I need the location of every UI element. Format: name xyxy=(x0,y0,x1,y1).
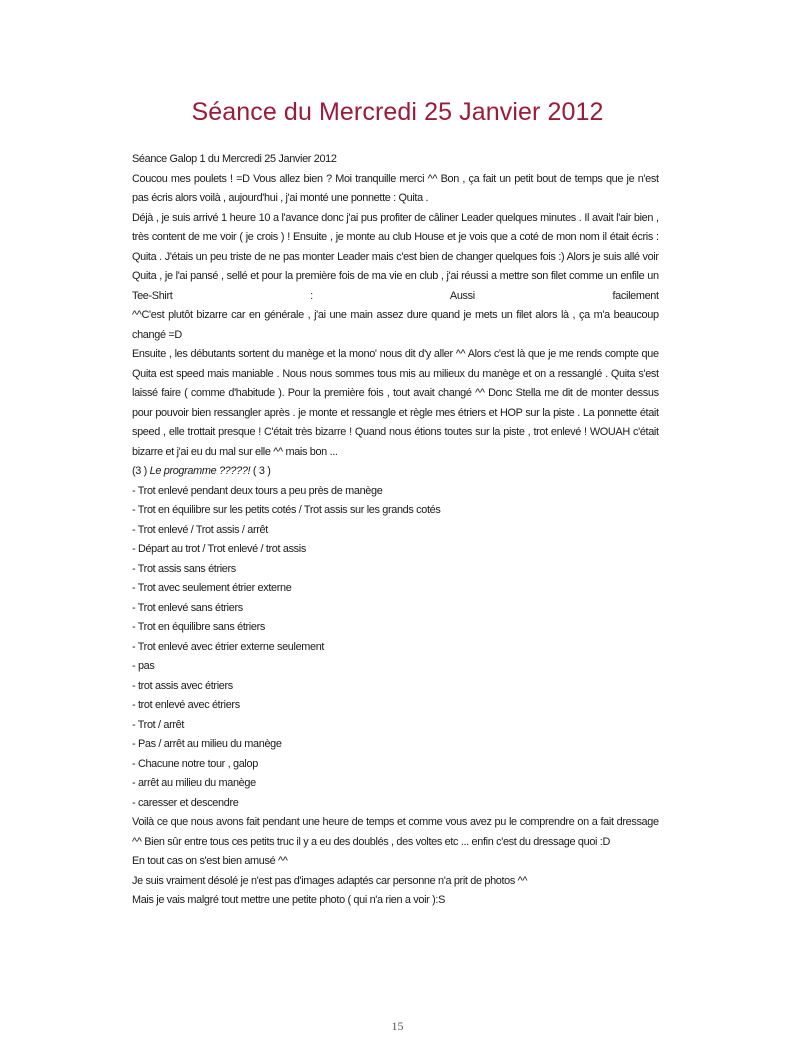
page-number: 15 xyxy=(391,1019,404,1033)
list-item: - Chacune notre tour , galop xyxy=(132,757,258,770)
story-paragraph: Déjà , je suis arrivé 1 heure 10 a l'avance donc j'ai pus profiter de câliner Leader quelques minutes . Il avait l'air bien , très content de me voir ( je crois ) ! Ensuite , je monte au club House et je vois que a coté de mon nom il était écris : Quita . J'étais un peu triste de ne pas monter Leader mais c'est bien de changer quelques fois :) Alors je suis allé voir Quita , je l'ai pansé , sellé et pour la première fois de ma vie en club , j'ai réussi a mettre son filet comme un enfile un Tee-Shirt : Aussi facilement xyxy=(132,211,659,302)
intro-paragraph: Coucou mes poulets ! =D Vous allez bien ? Moi tranquille merci ^^ Bon , ça fait un petit bout de temps que je n'est pas écris alors voilà , aujourd'hui , j'ai monté une ponnette : Quita . xyxy=(132,172,659,204)
list-item: - trot enlevé avec étriers xyxy=(132,699,240,711)
list-item: - Pas / arrêt au milieu du manège xyxy=(132,738,282,750)
list-item: - arrêt au milieu du manège xyxy=(132,777,256,789)
list-item: - Trot enlevé pendant deux tours a peu près de manège xyxy=(132,484,383,497)
programme-suffix: ( 3 ) xyxy=(250,465,271,477)
list-item: - caresser et descendre xyxy=(132,796,239,809)
list-item: - Trot en équilibre sur les petits cotés / Trot assis sur les grands cotés xyxy=(132,504,441,516)
outro-paragraph: En tout cas on s'est bien amusé ^^ xyxy=(132,855,288,867)
page-title: Séance du Mercredi 25 Janvier 2012 xyxy=(191,98,604,126)
programme-prefix: (3 ) xyxy=(132,465,150,477)
list-item: - Trot enlevé / Trot assis / arrêt xyxy=(132,523,268,536)
list-item: - Trot enlevé sans étriers xyxy=(132,601,243,614)
outro-paragraph: Je suis vraiment désolé je n'est pas d'images adaptés car personne n'a prit de photos ^^ xyxy=(132,874,528,887)
story-paragraph: ^^C'est plutôt bizarre car en générale , j'ai une main assez dure quand je mets un filet alors là , ça m'a beaucoup changé =D xyxy=(132,309,659,341)
outro-paragraph: Voilà ce que nous avons fait pendant une heure de temps et comme vous avez pu le comprendre on a fait dressage ^^ Bien sûr entre tous ces petits truc il y a eu des doublés , des voltes etc ... enfin c'est du dressage quoi :D xyxy=(132,816,659,848)
article-subtitle: Séance Galop 1 du Mercredi 25 Janvier 2012 xyxy=(132,153,337,165)
list-item: - Trot avec seulement étrier externe xyxy=(132,582,292,594)
list-item: - Trot enlevé avec étrier externe seulement xyxy=(132,640,325,653)
list-item: - Trot assis sans étriers xyxy=(132,562,236,575)
list-item: - trot assis avec étriers xyxy=(132,679,233,692)
list-item: - pas xyxy=(132,660,155,672)
list-item: - Départ au trot / Trot enlevé / trot assis xyxy=(132,543,306,555)
list-item: - Trot en équilibre sans étriers xyxy=(132,621,265,633)
story-paragraph: Ensuite , les débutants sortent du manège et la mono' nous dit d'y aller ^^ Alors c'est là que je me rends compte que Quita est speed mais maniable . Nous nous sommes tous mis au milieux du manège et on a ressanglé . Quita s'est laissé faire ( comme d'habitude ). Pour la première fois , tout avait changé ^^ Donc Stella me dit de monter dessus pour pouvoir bien ressangler après . je monte et ressangle et règle mes étriers et HOP sur la piste . La ponnette était speed , elle trottait presque ! C'était très bizarre ! Quand nous étions toutes sur la piste , trot enlevé ! WOUAH c'était bizarre et j'ai eu du mal sur elle ^^ mais bon ... xyxy=(132,348,659,458)
list-item: - Trot / arrêt xyxy=(132,718,185,731)
programme-heading xyxy=(132,462,659,482)
article-body xyxy=(132,150,659,911)
outro-paragraph: Mais je vais malgré tout mettre une petite photo ( qui n'a rien a voir ):S xyxy=(132,894,445,906)
programme-label: Le programme ?????! xyxy=(149,465,251,477)
programme-list xyxy=(132,482,659,814)
